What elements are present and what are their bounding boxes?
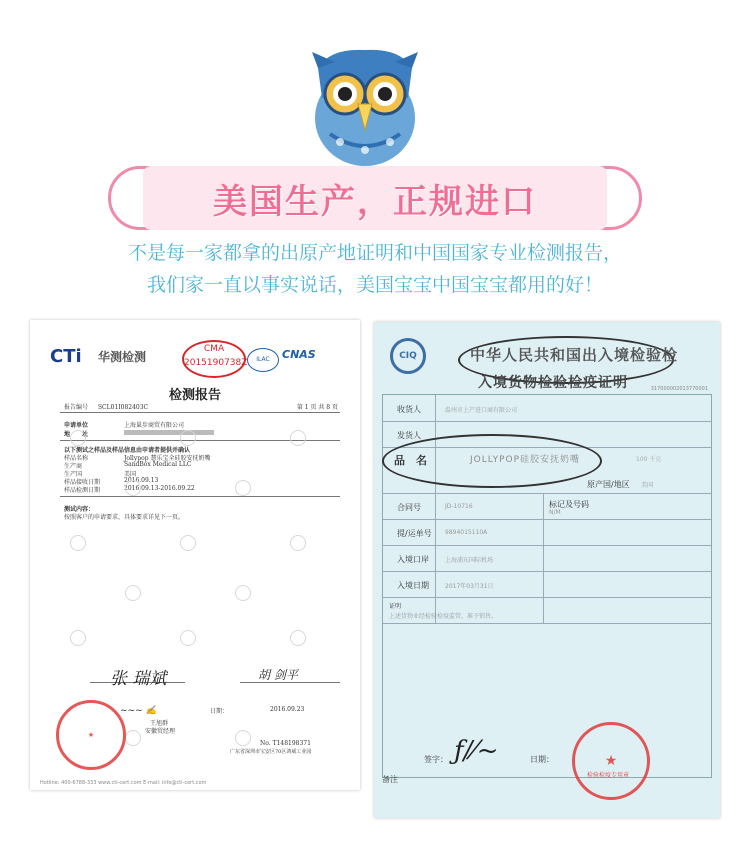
certificate-signature: ƒ/⁄~ xyxy=(454,736,499,766)
cnas-badge: CNAS xyxy=(282,348,316,361)
cti-watermark-icon xyxy=(180,630,196,646)
report-header-logos xyxy=(42,334,348,374)
origin-label: 原产国/地区 xyxy=(587,480,630,489)
approver-name: 王旭群 xyxy=(150,720,169,727)
address-footer: 广东省深圳市宝安区70区鸿威工业园 xyxy=(230,749,312,755)
report-footer: Hotline: 400-6788-333 www.cti-cert.com E-mail: info@cti-cert.com xyxy=(40,780,207,786)
cert-date-label: 日期： xyxy=(530,755,554,764)
divider xyxy=(60,412,340,413)
proof-text: 上述货物业经检验检疫监管，准予销售。 xyxy=(389,613,498,620)
red-seal-stamp: ★ xyxy=(572,722,650,800)
test-content-label: 测试内容： xyxy=(64,506,95,513)
test-report-document xyxy=(30,320,360,790)
cti-watermark-icon xyxy=(70,630,86,646)
cti-watermark-icon xyxy=(235,480,251,496)
cma-label: CMA xyxy=(203,344,225,354)
headline-text: 美国生产，正规进口 xyxy=(213,181,537,222)
approver-signature-scrawl: ~~~ ✍ xyxy=(120,706,157,716)
contract-label: 合同号 xyxy=(397,503,421,512)
applicant: 上海巢步商贸有限公司 xyxy=(124,422,185,429)
cti-watermark-icon xyxy=(290,430,306,446)
subtitle-line-2: 我们家一直以事实说话，美国宝宝中国宝宝都用的好！ xyxy=(146,274,603,296)
test-date: 2016.09.13-2016.09.22 xyxy=(124,485,195,492)
lab-name: 华测检测 xyxy=(98,350,147,364)
product-label: 品 名 xyxy=(394,454,427,467)
doc-number: No. T148198371 xyxy=(260,740,311,747)
origin: 美国 xyxy=(124,471,137,478)
signature-label: 签字： xyxy=(424,755,448,764)
entry-date: 2017年03月31日 xyxy=(445,583,494,590)
entry-date-label: 入境日期 xyxy=(397,581,429,590)
origin-label: 生产国 xyxy=(64,471,83,478)
approver-title: 安徽贸经理 xyxy=(145,728,176,735)
manufacturer: SandBox Medical LLC xyxy=(124,461,192,468)
headline-banner xyxy=(108,166,642,230)
quantity: 100 千克 xyxy=(636,456,662,463)
certificate-number: 317000002013770001 xyxy=(650,386,708,392)
report-no: SCL01I082403C xyxy=(97,404,149,411)
origin: 美国 xyxy=(641,482,654,489)
mark: N/M xyxy=(549,509,561,516)
manufacturer-label: 生产商 xyxy=(64,463,83,470)
date-label: 日期： xyxy=(210,708,229,715)
cti-watermark-icon xyxy=(125,585,141,601)
port-label: 入境口岸 xyxy=(397,555,429,564)
subtitle-line-1: 不是每一家都拿的出原产地证明和中国国家专业检测报告， xyxy=(127,242,622,264)
cti-watermark-icon xyxy=(125,480,141,496)
divider xyxy=(60,496,340,497)
address-label: 地 址 xyxy=(64,431,89,438)
received-label: 样品接收日期 xyxy=(64,479,101,486)
table-rule xyxy=(383,571,711,572)
page-info: 第 1 页 共 8 页 xyxy=(296,404,338,411)
applicant-row xyxy=(64,420,338,429)
cti-watermark-icon xyxy=(290,535,306,551)
ilac-mra-icon: ILAC xyxy=(247,348,279,372)
table-rule xyxy=(383,519,711,520)
section-header: 以下测试之样品及样品信息由申请者提供并确认 xyxy=(64,447,191,454)
date-value: 2016.09.23 xyxy=(270,706,305,713)
cti-logo: CTi xyxy=(50,346,82,367)
product-name: JOLLYPOP硅胶安抚奶嘴 xyxy=(470,455,581,465)
report-title: 检测报告 xyxy=(168,388,221,403)
table-rule xyxy=(383,421,711,422)
cti-watermark-icon xyxy=(125,730,141,746)
red-seal-stamp: ★ xyxy=(56,700,126,770)
cti-watermark-icon xyxy=(70,535,86,551)
certificate-header-line-1: 中华人民共和国出入境检验检 xyxy=(470,346,679,364)
certificate-header-line-2: 入境货物检验检疫证明 xyxy=(478,375,628,391)
cti-watermark-icon xyxy=(235,585,251,601)
table-rule xyxy=(543,493,544,623)
table-rule xyxy=(383,545,711,546)
cti-watermark-icon xyxy=(180,430,196,446)
address-redacted xyxy=(124,430,214,435)
cti-watermark-icon xyxy=(70,430,86,446)
remark-label: 备注 xyxy=(382,775,398,784)
bol-label: 提/运单号 xyxy=(397,529,432,538)
port: 上海浦东国际机场 xyxy=(445,557,494,564)
consignee: 温州市上产进口商有限公司 xyxy=(445,407,518,414)
test-date-label: 样品检测日期 xyxy=(64,487,101,494)
sample-name-label: 样品名称 xyxy=(64,455,89,462)
date-row xyxy=(210,706,338,715)
table-rule xyxy=(435,395,436,623)
cma-badge xyxy=(182,340,246,378)
sample-name: Jollypop 慧乐宝全硅胶安抚奶嘴 xyxy=(124,455,211,462)
signature-2: 胡 剑平 xyxy=(258,668,298,682)
report-no-label: 报告编号 xyxy=(64,404,89,411)
cti-watermark-icon xyxy=(290,630,306,646)
stamp-text: 检验检疫专用章 xyxy=(586,772,629,779)
table-rule xyxy=(383,493,711,494)
cti-watermark-icon xyxy=(180,535,196,551)
received-date: 2016.09.13 xyxy=(124,477,159,484)
consignee-label: 收货人 xyxy=(397,405,421,414)
bol: 9894015110A xyxy=(445,529,488,536)
cma-number: 2015190738Z xyxy=(184,358,248,368)
proof-label: 证明 xyxy=(389,603,402,610)
contract: JD-10716 xyxy=(445,503,473,510)
report-number-row xyxy=(64,402,338,411)
inspection-certificate-document xyxy=(374,322,720,818)
applicant-label: 申请单位 xyxy=(64,422,89,429)
consignor-label: 发货人 xyxy=(397,431,421,440)
test-content: 按照客户的申请要求，具体要求详见下一页。 xyxy=(64,514,185,521)
owl-mascot-illustration xyxy=(290,38,440,168)
table-rule xyxy=(383,623,711,624)
mark-label: 标记及号码 xyxy=(549,500,589,509)
signature-1: 张 瑞斌 xyxy=(110,669,167,689)
ciq-logo: CIQ xyxy=(390,338,426,374)
test-date-row xyxy=(64,485,338,494)
table-rule xyxy=(383,597,711,598)
